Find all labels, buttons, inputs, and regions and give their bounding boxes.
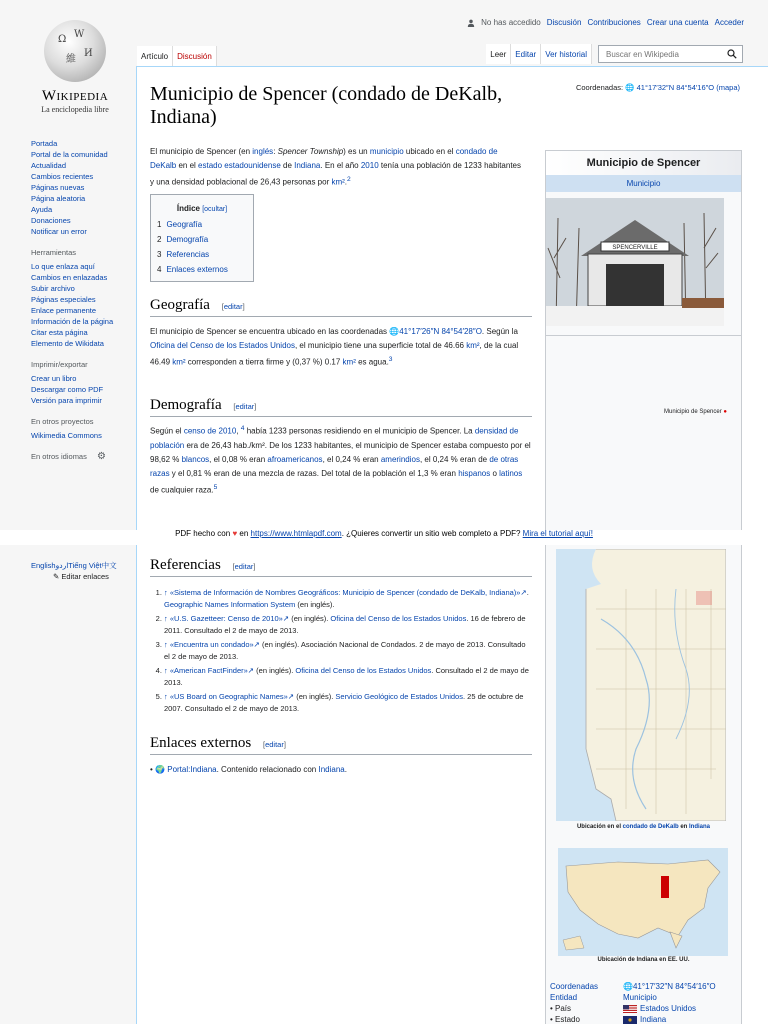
edit-links-label: Editar enlaces	[61, 572, 109, 581]
dem-text: ,	[236, 426, 241, 436]
reference-item	[164, 639, 532, 662]
toc-item[interactable]	[157, 217, 247, 232]
pdf-text: . ¿Quieres convertir un sitio web completo a PDF?	[341, 529, 523, 538]
heart-icon: ♥	[232, 529, 238, 538]
globe-small-icon: 🌐	[389, 327, 400, 336]
logo-wordmark: Wikipedia	[41, 88, 109, 104]
create-account-link[interactable]: Crear una cuenta	[646, 18, 709, 27]
country-name[interactable]: Estados Unidos	[640, 1004, 697, 1013]
toc-link[interactable]: Referencias	[166, 250, 210, 259]
personal-tools	[467, 18, 744, 27]
sidebar-tools-header: Herramientas	[31, 248, 77, 257]
intro-text: de	[280, 161, 295, 170]
user-icon	[467, 19, 475, 27]
pdf-tutorial-link[interactable]: Mira el tutorial aquí!	[522, 529, 593, 538]
us-flag-icon	[623, 1005, 637, 1013]
login-link[interactable]: Acceder	[714, 18, 744, 27]
tab-talk[interactable]: Discusión	[173, 46, 217, 66]
intro-english-name: Spencer Township	[277, 147, 344, 156]
link-censo-2010[interactable]: censo de 2010	[183, 426, 237, 436]
infobox-rows	[550, 981, 737, 1024]
pdf-text: en	[237, 529, 251, 538]
intro-paragraph	[150, 145, 522, 190]
sidebar-tool-3[interactable]: Páginas especiales	[31, 295, 96, 304]
sidebar-projects	[31, 430, 131, 441]
pdf-text: PDF hecho con	[175, 529, 233, 538]
link-municipio[interactable]: municipio	[369, 147, 404, 156]
infobox-continued	[545, 545, 742, 1024]
reference-text: Asociación Nacional de Condados. 2 de mayo de 2013. Consultado el 2 de mayo de 2013.	[164, 640, 526, 661]
section-heading-enlaces	[150, 735, 532, 755]
link-ingles[interactable]: inglés	[252, 147, 274, 156]
search-input[interactable]	[604, 49, 723, 60]
coords-value[interactable]: 41°17′32″N 84°54′16″O	[632, 982, 716, 991]
link-hispanos[interactable]: hispanos	[458, 468, 491, 478]
caption-text: Ubicación en el	[576, 824, 623, 830]
link-km2[interactable]: km²	[172, 357, 186, 367]
gear-icon[interactable]: ⚙	[96, 451, 106, 462]
pdf-banner	[0, 529, 768, 538]
backlink-arrow-icon[interactable]: ↑	[164, 692, 170, 701]
bridge-sign-text: SPENCERVILLE	[612, 245, 658, 251]
state-name[interactable]: Indiana	[640, 1015, 667, 1024]
sidebar-item-5[interactable]: Página aleatoria	[31, 194, 86, 203]
dem-text: había 1233 personas residiendo en el municipio de Spencer. La	[244, 426, 475, 436]
ref-4[interactable]: 4	[240, 425, 245, 432]
red-dot-icon: ●	[723, 409, 727, 415]
intro-text: . En el año	[320, 161, 361, 170]
sidebar-item-6[interactable]: Ayuda	[31, 205, 53, 214]
backlink-arrow-icon[interactable]: ↑	[164, 588, 170, 597]
usa-locator-map[interactable]	[558, 848, 728, 956]
sidebar-item-8[interactable]: Notificar un error	[31, 227, 87, 236]
external-link-icon: ↗	[282, 614, 290, 623]
link-latinos[interactable]: latinos	[499, 468, 523, 478]
language-link-0[interactable]: English	[31, 561, 56, 570]
pencil-icon: ✎	[53, 572, 60, 581]
geo-text: corresponden a tierra firme y (0,37 %) 0.17	[185, 357, 343, 367]
dem-text: o	[490, 468, 500, 478]
external-link-icon: ↗	[247, 666, 255, 675]
language-link-1[interactable]: اردو	[55, 561, 69, 570]
reference-text: . Consultado el 2 de mayo de 2013.	[164, 666, 529, 687]
ref-3[interactable]: 3	[388, 356, 393, 363]
reference-text: . 25 de octubre de 2007. Consultado el 2 de mayo de 2013.	[164, 692, 524, 713]
namespace-tabs	[137, 46, 217, 66]
row-key[interactable]: Coordenadas	[550, 982, 599, 991]
edit-section: [editar]	[221, 302, 245, 311]
dem-text: de cualquier raza.	[150, 485, 214, 495]
sidebar-tool-2[interactable]: Subir archivo	[31, 284, 75, 293]
intro-text: en el	[176, 161, 199, 170]
language-link-2[interactable]: Tiếng Việt	[68, 561, 102, 570]
reference-publisher[interactable]: Oficina del Censo de los Estados Unidos	[330, 614, 467, 623]
sidebar-item-2[interactable]: Actualidad	[31, 161, 67, 170]
reference-item	[164, 587, 532, 610]
search-icon[interactable]	[727, 49, 737, 59]
dem-text: , el 0,08 % eran	[209, 454, 268, 464]
toc-item[interactable]	[157, 247, 247, 262]
reference-publisher[interactable]: Servicio Geológico de Estados Unidos	[335, 692, 463, 701]
intro-text: El municipio de Spencer (en	[150, 147, 253, 156]
map-caption-us: Ubicación de Indiana en EE. UU.	[597, 957, 690, 963]
sidebar-print-0[interactable]: Crear un libro	[31, 374, 77, 383]
backlink-arrow-icon[interactable]: ↑	[164, 666, 170, 675]
external-link-icon: ↗	[520, 588, 527, 597]
indiana-locator-map[interactable]	[556, 549, 726, 821]
link-afroamericanos[interactable]: afroamericanos	[267, 454, 323, 464]
infobox-subtitle[interactable]: Municipio	[546, 175, 741, 192]
indiana-flag-icon	[623, 1016, 637, 1024]
section-heading-geografia	[150, 297, 532, 317]
link-estado[interactable]: estado estadounidense	[198, 161, 281, 170]
infobox-row-coords	[550, 981, 737, 992]
tab-history[interactable]: Ver historial	[541, 44, 592, 64]
reference-text: (en inglés).	[295, 599, 335, 609]
sidebar-projects-header: En otros proyectos	[31, 417, 94, 426]
dem-text: era de 26,43 hab./km². De los 1233 habitantes, el municipio de Spencer estaba compuesto por el 98,62 %	[150, 440, 531, 464]
sidebar-print-1[interactable]: Descargar como PDF	[31, 385, 104, 394]
coordinates-top	[576, 83, 740, 92]
reference-link[interactable]: «American FactFinder»	[169, 666, 248, 675]
row-key[interactable]: Entidad	[550, 993, 578, 1002]
section-heading-referencias	[150, 557, 532, 577]
row-key: • País	[550, 1004, 572, 1013]
geografia-paragraph	[150, 325, 532, 370]
language-items	[31, 560, 117, 571]
infobox-row-entidad	[550, 992, 737, 1003]
infobox-row-pais	[550, 1003, 737, 1014]
row-value[interactable]	[623, 1014, 666, 1024]
map-caption-county	[546, 824, 741, 830]
sidebar-tool-5[interactable]: Información de la página	[31, 317, 114, 326]
view-tabs	[486, 44, 743, 64]
link-otras-razas[interactable]: de otras razas	[150, 454, 519, 478]
tab-edit[interactable]: Editar	[511, 44, 541, 64]
toc-link[interactable]: Enlaces externos	[166, 265, 228, 274]
page-title: Municipio de Spencer (condado de DeKalb, Indiana)	[150, 83, 503, 128]
references-list	[150, 587, 532, 717]
toc-title	[157, 201, 247, 217]
sidebar-languages-header	[31, 451, 131, 462]
link-indiana[interactable]: Indiana	[294, 161, 321, 170]
link-2010[interactable]: 2010	[360, 161, 379, 170]
caption-link-indiana[interactable]: Indiana	[689, 824, 711, 830]
geo-text: , de la cual 46.49	[150, 341, 519, 367]
reference-text: (en inglés).	[289, 614, 331, 623]
ext-text: .	[344, 765, 347, 774]
edit-link[interactable]: editar	[235, 402, 255, 411]
covered-bridge-photo[interactable]	[546, 198, 724, 326]
link-condado[interactable]: condado de DeKalb	[150, 147, 498, 170]
sidebar-item-4[interactable]: Páginas nuevas	[31, 183, 85, 192]
link-amerindios[interactable]: amerindios	[380, 454, 420, 464]
indiana-link[interactable]: Indiana	[318, 765, 345, 774]
page-bottom	[0, 545, 768, 1024]
reference-item	[164, 691, 532, 714]
divider	[546, 335, 741, 336]
sidebar-item-0[interactable]: Portada	[31, 139, 58, 148]
caption-link-dekalb[interactable]: condado de DeKalb	[622, 824, 679, 830]
toc-item[interactable]	[157, 262, 247, 277]
dem-text: , el 0,24 % eran	[322, 454, 381, 464]
link-km2[interactable]: km²	[331, 177, 345, 187]
link-censo[interactable]: Oficina del Censo de los Estados Unidos	[150, 341, 295, 350]
edit-links[interactable]	[53, 571, 117, 582]
sidebar-project-0[interactable]: Wikimedia Commons	[31, 431, 102, 440]
backlink-arrow-icon[interactable]: ↑	[164, 614, 170, 623]
tab-article[interactable]: Artículo	[137, 46, 173, 66]
globe-small-icon: 🌐	[623, 982, 633, 991]
ref-2[interactable]: 2	[347, 176, 351, 183]
reference-item	[164, 665, 532, 688]
search-box	[598, 45, 743, 63]
heading-text: Referencias	[150, 557, 221, 573]
edit-link[interactable]: editar	[265, 740, 284, 749]
reference-text: (en inglés).	[254, 666, 296, 675]
toc-list	[157, 217, 247, 277]
sidebar-item-7[interactable]: Donaciones	[31, 216, 71, 225]
edit-section: [editar]	[262, 740, 286, 749]
row-value[interactable]	[623, 1003, 696, 1014]
reference-publisher[interactable]: Geographic Names Information System	[164, 599, 296, 609]
contributions-link[interactable]: Contribuciones	[587, 18, 641, 27]
link-km2[interactable]: km²	[466, 341, 480, 350]
reference-link[interactable]: «Encuentra un condado»	[169, 640, 254, 649]
map-marker-label	[664, 409, 727, 416]
intro-text: tenía una población de 1233 habitantes y una densidad poblacional de 26,43 personas por	[150, 161, 521, 187]
heading-text: Demografía	[150, 397, 222, 413]
sidebar-item-3[interactable]: Cambios recientes	[31, 172, 94, 181]
sidebar-tool-0[interactable]: Lo que enlaza aquí	[31, 262, 95, 271]
sidebar-item-1[interactable]: Portal de la comunidad	[31, 150, 108, 159]
table-of-contents	[150, 194, 254, 282]
dem-text: , el 0,24 % eran de	[419, 454, 490, 464]
portal-icon: 🌍	[155, 765, 165, 774]
sidebar-main-nav	[31, 138, 131, 237]
infobox-title: Municipio de Spencer	[546, 151, 741, 175]
language-list	[31, 560, 117, 582]
dem-text: y el 0,81 % eran de una mezcla de razas. Del total de la población el 1,3 % eran	[169, 468, 459, 478]
toc-number: 2	[157, 235, 162, 244]
heading-text: Geografía	[150, 297, 210, 313]
sidebar-tool-6[interactable]: Citar esta página	[31, 328, 88, 337]
toc-hide-link[interactable]: [ocultar]	[202, 206, 228, 213]
edit-section: [editar]	[233, 402, 257, 411]
toc-link[interactable]: Demografía	[166, 235, 209, 244]
sidebar-tool-7[interactable]: Elemento de Wikidata	[31, 339, 104, 348]
edit-link[interactable]: editar	[223, 302, 243, 311]
map-label-text: Municipio de Spencer	[664, 409, 722, 415]
globe-icon: Ω W 維 И	[44, 20, 106, 82]
reference-text: . 16 de febrero de 2011. Consultado el 2 de mayo de 2013.	[164, 614, 526, 635]
intro-text: ubicado en el	[403, 147, 456, 156]
reference-text: .	[526, 588, 529, 597]
heading-text: Enlaces externos	[150, 735, 252, 751]
toc-link[interactable]: Geografía	[166, 220, 203, 229]
backlink-arrow-icon[interactable]: ↑	[164, 640, 170, 649]
globe-small-icon: 🌐	[625, 83, 635, 92]
external-link-icon: ↗	[253, 640, 260, 649]
row-key: • Estado	[550, 1015, 580, 1024]
link-blancos[interactable]: blancos	[181, 454, 210, 464]
row-value[interactable]	[623, 981, 716, 992]
link-densidad[interactable]: densidad de población	[150, 426, 519, 450]
language-link-3[interactable]: 中文	[101, 561, 117, 570]
ext-text: . Contenido relacionado con	[216, 765, 319, 774]
reference-text: (en inglés).	[294, 692, 336, 701]
wikipedia-logo[interactable]	[35, 20, 115, 114]
geo-coords-link[interactable]: 41°17′26″N 84°54′28″O	[399, 327, 482, 336]
caption-text: en	[678, 824, 690, 830]
languages-label: En otros idiomas	[31, 452, 87, 461]
reference-text: (en inglés).	[259, 640, 301, 649]
coordinates-label: Coordenadas:	[575, 83, 624, 92]
sidebar	[31, 138, 131, 465]
dem-text: Según el	[150, 426, 184, 436]
link-km2[interactable]: km²	[342, 357, 356, 367]
tab-read[interactable]: Leer	[486, 44, 511, 64]
reference-link[interactable]: «U.S. Gazetteer: Censo de 2010»	[169, 614, 283, 623]
edit-link[interactable]: editar	[234, 562, 254, 571]
reference-link[interactable]: «Sistema de Información de Nombres Geográficos: Municipio de Spencer (condado de DeKalb, Indiana)»	[169, 588, 521, 597]
external-link-icon: ↗	[287, 692, 295, 701]
external-links: • 🌍 Portal:Indiana. Contenido relacionado con Indiana.	[150, 765, 347, 774]
toc-number: 3	[157, 250, 162, 259]
geo-text: . Según la	[481, 327, 518, 336]
infobox	[545, 150, 742, 530]
reference-link[interactable]: «US Board on Geographic Names»	[169, 692, 288, 701]
pdf-site-link[interactable]: https://www.htmlapdf.com	[250, 529, 342, 538]
talk-link[interactable]: Discusión	[546, 18, 582, 27]
edit-section: [editar]	[232, 562, 256, 571]
intro-text: .	[344, 177, 348, 187]
toc-item[interactable]	[157, 232, 247, 247]
sidebar-print	[31, 373, 131, 406]
row-value[interactable]: Municipio	[623, 993, 657, 1002]
intro-text: ) es un	[343, 147, 370, 156]
sidebar-print-2[interactable]: Versión para imprimir	[31, 396, 102, 405]
references-ol	[150, 587, 532, 714]
intro-text: :	[273, 147, 278, 156]
infobox-row-estado	[550, 1014, 737, 1024]
demografia-paragraph	[150, 422, 532, 497]
not-logged-in: No has accedido	[481, 18, 541, 27]
toc-number: 4	[157, 265, 162, 274]
map-link[interactable]: (mapa)	[716, 83, 740, 92]
sidebar-tools	[31, 261, 131, 349]
geo-text: , el municipio tiene una superficie total de 46.66	[294, 341, 467, 350]
toc-title-text: Índice	[176, 204, 200, 213]
logo-tagline: La enciclopedia libre	[41, 105, 109, 114]
sidebar-tool-4[interactable]: Enlace permanente	[31, 306, 97, 315]
geo-text: es agua.	[355, 357, 389, 367]
toc-number: 1	[157, 220, 162, 229]
reference-publisher[interactable]: Oficina del Censo de los Estados Unidos	[295, 666, 432, 675]
geo-text: El municipio de Spencer se encuentra ubicado en las coordenadas	[150, 327, 390, 336]
section-heading-demografia	[150, 397, 532, 417]
coordinates-link[interactable]: 41°17′32″N 84°54′16″O	[636, 83, 715, 92]
portal-link[interactable]: Portal:Indiana	[167, 765, 217, 774]
sidebar-tool-1[interactable]: Cambios en enlazadas	[31, 273, 108, 282]
reference-item	[164, 613, 532, 636]
ref-5[interactable]: 5	[213, 483, 218, 491]
sidebar-print-header: Imprimir/exportar	[31, 360, 88, 369]
